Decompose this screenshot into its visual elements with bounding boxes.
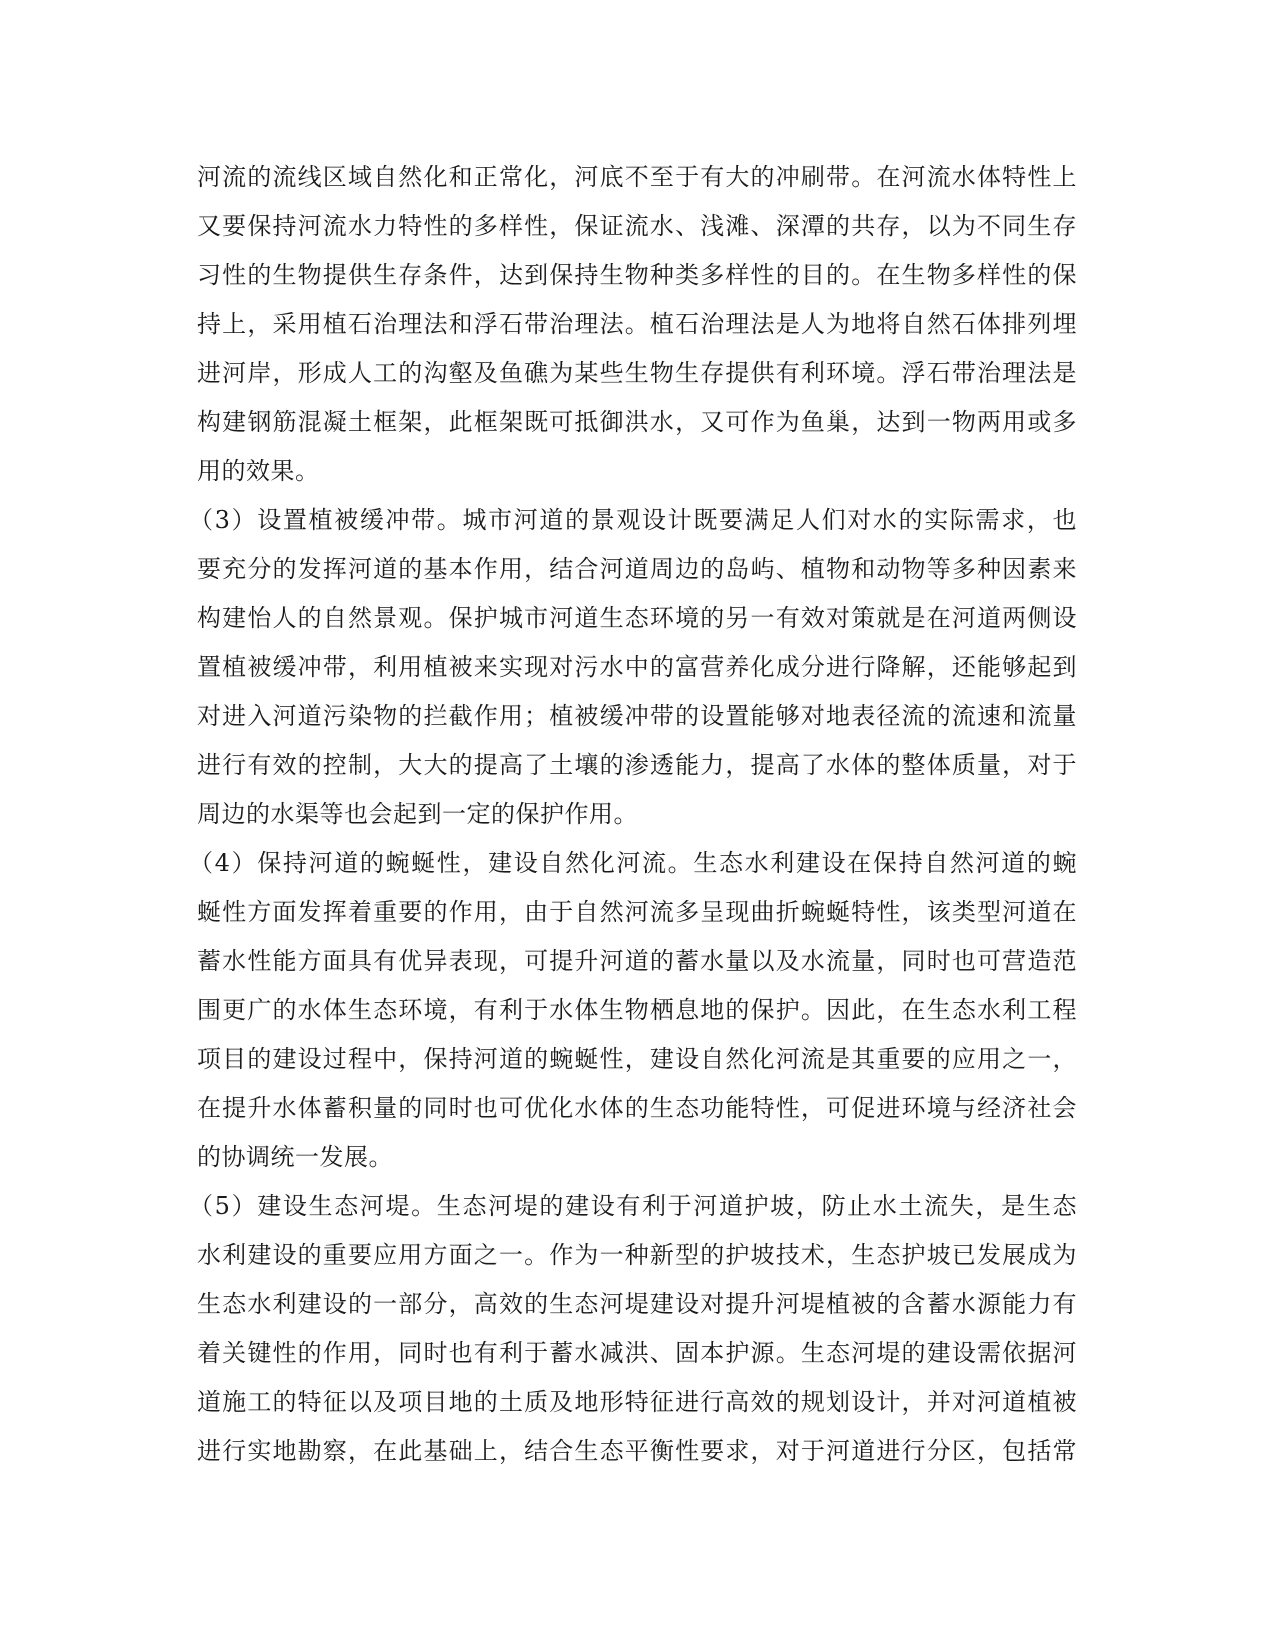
text-line: 河流的流线区域自然化和正常化，河底不至于有大的冲刷带。在河流水体特性上	[197, 163, 1077, 191]
body-text	[189, 153, 1077, 1476]
text-line: 蓄水性能方面具有优异表现，可提升河道的蓄水量以及水流量，同时也可营造范	[197, 947, 1077, 975]
text-line: 进行实地勘察，在此基础上，结合生态平衡性要求，对于河道进行分区，包括常	[197, 1437, 1077, 1465]
text-line: 用的效果。	[197, 457, 320, 485]
text-line: 持上，采用植石治理法和浮石带治理法。植石治理法是人为地将自然石体排列埋	[197, 310, 1077, 338]
section-3-heading-line: （3）设置植被缓冲带。城市河道的景观设计既要满足人们对水的实际需求，也	[189, 506, 1077, 534]
text-line: 道施工的特征以及项目地的土质及地形特征进行高效的规划设计，并对河道植被	[197, 1388, 1077, 1416]
text-line: 项目的建设过程中，保持河道的蜿蜒性，建设自然化河流是其重要的应用之一，	[197, 1045, 1077, 1073]
text-line: 进河岸，形成人工的沟壑及鱼礁为某些生物生存提供有利环境。浮石带治理法是	[197, 359, 1077, 387]
text-line: 的协调统一发展。	[197, 1143, 393, 1171]
section-4-heading-line: （4）保持河道的蜿蜒性，建设自然化河流。生态水利建设在保持自然河道的蜿	[189, 849, 1077, 877]
text-line: 生态水利建设的一部分，高效的生态河堤建设对提升河堤植被的含蓄水源能力有	[197, 1290, 1077, 1318]
text-line: 对进入河道污染物的拦截作用；植被缓冲带的设置能够对地表径流的流速和流量	[197, 702, 1077, 730]
text-line: 着关键性的作用，同时也有利于蓄水减洪、固本护源。生态河堤的建设需依据河	[197, 1339, 1077, 1367]
text-line: 蜒性方面发挥着重要的作用，由于自然河流多呈现曲折蜿蜒特性，该类型河道在	[197, 898, 1077, 926]
text-line: 围更广的水体生态环境，有利于水体生物栖息地的保护。因此，在生态水利工程	[197, 996, 1077, 1024]
text-line: 构建钢筋混凝土框架，此框架既可抵御洪水，又可作为鱼巢，达到一物两用或多	[197, 408, 1077, 436]
text-line: 在提升水体蓄积量的同时也可优化水体的生态功能特性，可促进环境与经济社会	[197, 1094, 1077, 1122]
section-5-heading-line: （5）建设生态河堤。生态河堤的建设有利于河道护坡，防止水土流失，是生态	[189, 1192, 1077, 1220]
text-line: 水利建设的重要应用方面之一。作为一种新型的护坡技术，生态护坡已发展成为	[197, 1241, 1077, 1269]
text-line: 又要保持河流水力特性的多样性，保证流水、浅滩、深潭的共存，以为不同生存	[197, 212, 1077, 240]
text-line: 周边的水渠等也会起到一定的保护作用。	[197, 800, 638, 828]
text-line: 习性的生物提供生存条件，达到保持生物种类多样性的目的。在生物多样性的保	[197, 261, 1077, 289]
text-line: 置植被缓冲带，利用植被来实现对污水中的富营养化成分进行降解，还能够起到	[197, 653, 1077, 681]
text-line: 要充分的发挥河道的基本作用，结合河道周边的岛屿、植物和动物等多种因素来	[197, 555, 1077, 583]
text-line: 进行有效的控制，大大的提高了土壤的渗透能力，提高了水体的整体质量，对于	[197, 751, 1077, 779]
text-line: 构建怡人的自然景观。保护城市河道生态环境的另一有效对策就是在河道两侧设	[197, 604, 1077, 632]
